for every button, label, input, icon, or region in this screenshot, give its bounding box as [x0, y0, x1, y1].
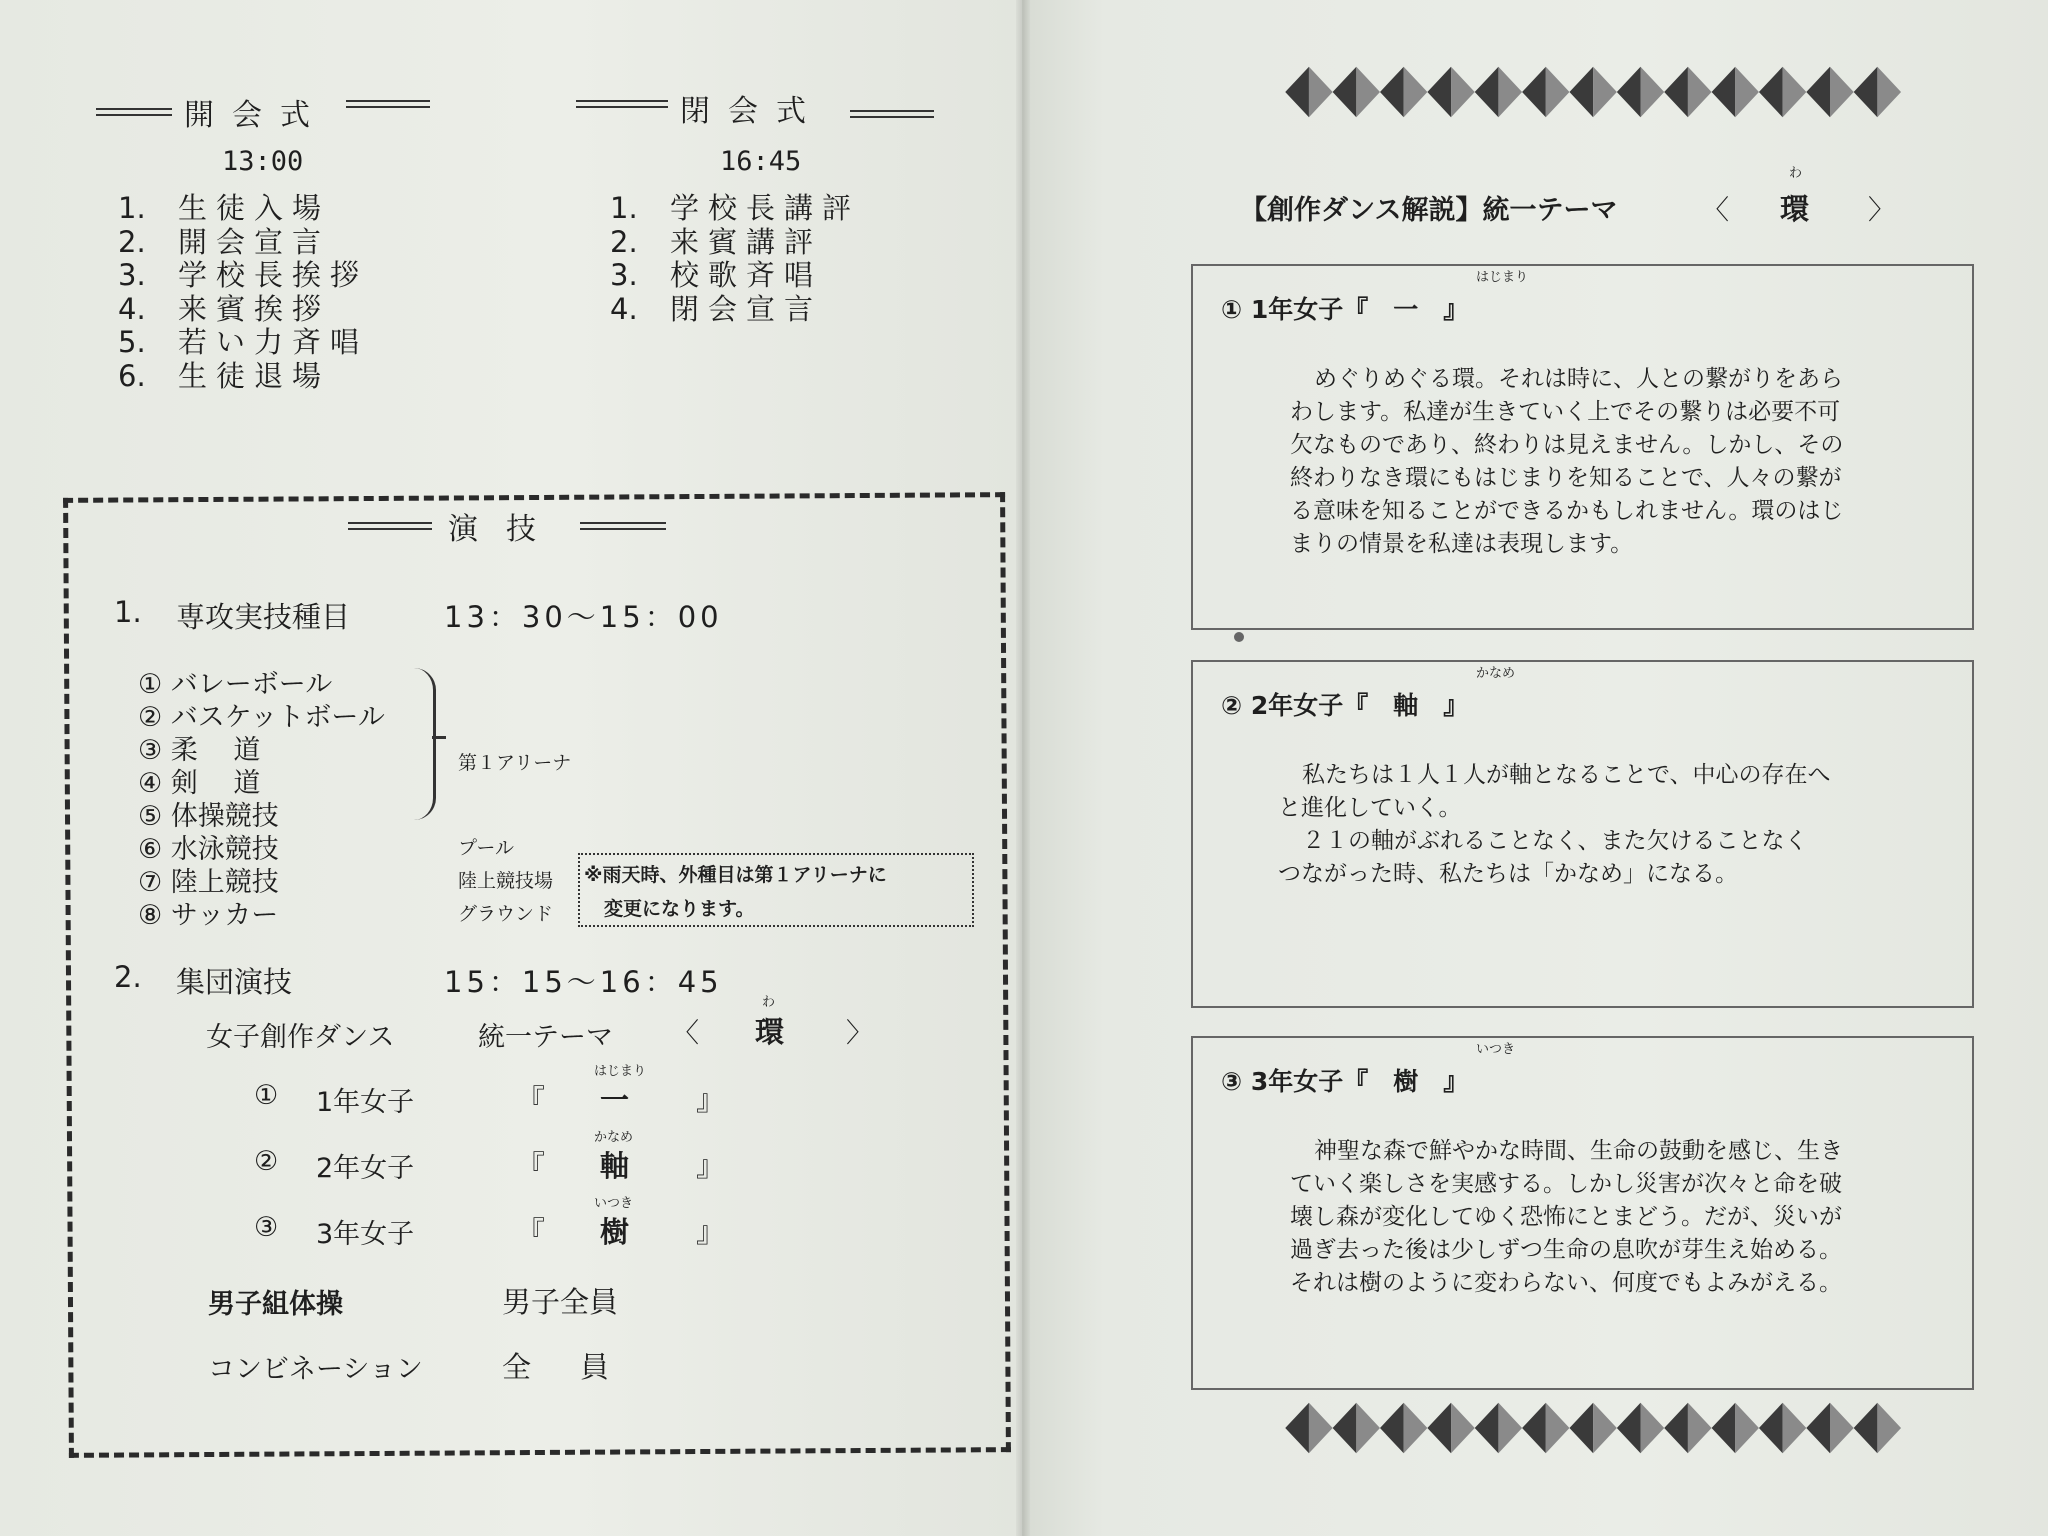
- arena-brace: [405, 668, 436, 820]
- program-item-text: 開会宣言: [178, 224, 331, 259]
- program-item: [610, 226, 860, 260]
- combination-label: コンビネーション: [208, 1354, 423, 1385]
- combination-value: 全 員: [502, 1350, 620, 1384]
- panel-body-line: 過ぎ去った後は少しずつ生命の息吹が芽生え始める。: [1290, 1237, 1842, 1263]
- border-triangle-dark: [1664, 1403, 1688, 1454]
- border-triangle-dark: [1664, 67, 1688, 118]
- border-triangle-light: [1546, 67, 1570, 118]
- program-item-text: 来賓挨拶: [178, 291, 331, 326]
- program-item: [118, 226, 368, 260]
- section1-number: 1.: [114, 595, 142, 629]
- border-triangle-light: [1688, 67, 1712, 118]
- border-triangle-dark: [1427, 1403, 1451, 1454]
- border-triangle-dark: [1569, 67, 1593, 118]
- rain-note-line1: ※雨天時、外種目は第１アリーナに: [584, 864, 887, 886]
- border-triangle-light: [1309, 1403, 1333, 1454]
- heading-rule: [96, 108, 172, 116]
- border-triangle-dark: [1759, 67, 1783, 118]
- theme-kanji: 環: [755, 1015, 785, 1049]
- commentary-ruby: わ: [1789, 166, 1803, 181]
- event-item: ④ 剣 道: [138, 768, 261, 799]
- panel-body-line: つながった時、私たちは「かなめ」になる。: [1278, 861, 1738, 887]
- event-item: ① バレーボール: [138, 669, 333, 700]
- opening-heading: 開会式: [184, 98, 328, 133]
- program-item: [118, 326, 368, 360]
- program-item-text: 閉会宣言: [670, 291, 823, 326]
- event-item: ③ 柔 道: [138, 735, 261, 766]
- program-item-number: 3.: [610, 258, 638, 292]
- panel-title: ② 2年女子『 軸 』: [1221, 691, 1469, 720]
- panel-body-line: 終わりなき環にもはじまりを知ることで、人々の繋が: [1290, 465, 1842, 491]
- heading-rule: [346, 100, 430, 108]
- border-triangle-dark: [1380, 1403, 1404, 1454]
- border-triangle-light: [1593, 1403, 1617, 1454]
- program-item-text: 若い力斉唱: [178, 325, 369, 359]
- border-triangle-light: [1498, 67, 1522, 118]
- panel-body-line: 神聖な森で鮮やかな時間、生命の鼓動を感じ、生き: [1314, 1138, 1843, 1164]
- program-item-text: 学校長講評: [670, 191, 861, 225]
- panel-title-ruby: はじまり: [1476, 270, 1529, 285]
- event-item: ⑥ 水泳競技: [138, 834, 279, 865]
- panel-body-line: めぐりめぐる環。それは時に、人との繋がりをあら: [1314, 366, 1843, 392]
- section2-title: 集団演技: [176, 965, 293, 999]
- program-item-text: 来賓講評: [670, 224, 823, 259]
- panel-body-line: わします。私達が生きていく上でその繋りは必要不可: [1290, 399, 1841, 425]
- border-triangle-light: [1404, 1403, 1428, 1454]
- program-item-number: 3.: [118, 258, 146, 292]
- arena-label: 第１アリーナ: [458, 752, 572, 774]
- panel-body-line: ていく楽しさを実感する。しかし災害が次々と命を破: [1290, 1171, 1842, 1197]
- border-triangle-dark: [1380, 67, 1404, 118]
- arena-brace-tip: [432, 736, 446, 739]
- event-venue: 陸上競技場: [458, 870, 554, 892]
- panel-body-line: まりの情景を私達は表現します。: [1290, 531, 1634, 557]
- border-triangle-light: [1641, 1403, 1665, 1454]
- commentary-header: 【創作ダンス解説】統一テーマ: [1240, 195, 1618, 226]
- heading-rule: [348, 522, 432, 530]
- program-item-text: 生徒入場: [178, 191, 331, 225]
- border-triangle-dark: [1475, 67, 1499, 118]
- class-number: ②: [254, 1146, 279, 1177]
- border-triangle-light: [1641, 67, 1665, 118]
- panel-body-line: と進化していく。: [1278, 795, 1462, 821]
- theme-label: 統一テーマ: [478, 1022, 613, 1053]
- border-triangle-light: [1593, 67, 1617, 118]
- section2-number: 2.: [114, 960, 142, 994]
- commentary-open-bracket: 〈: [1702, 195, 1729, 226]
- program-item-number: 6.: [118, 358, 146, 393]
- border-triangle-dark: [1712, 1403, 1736, 1454]
- border-triangle-dark: [1333, 1403, 1357, 1454]
- border-triangle-light: [1356, 1403, 1380, 1454]
- border-triangle-dark: [1333, 67, 1357, 118]
- dance-label: 女子創作ダンス: [206, 1022, 395, 1053]
- border-triangle-dark: [1522, 67, 1546, 118]
- program-item-number: 2.: [118, 224, 146, 259]
- commentary-close-bracket: 〉: [1868, 195, 1895, 226]
- event-item: ⑤ 体操競技: [138, 801, 279, 832]
- opening-time: 13:00: [222, 146, 304, 177]
- class-grade: 1年女子: [316, 1087, 415, 1118]
- border-triangle-dark: [1712, 67, 1736, 118]
- program-item-text: 生徒退場: [178, 358, 331, 393]
- theme-ruby: わ: [762, 995, 776, 1010]
- boys-label: 男子組体操: [208, 1289, 343, 1320]
- paper-speck: [1234, 632, 1244, 642]
- class-close-bracket: 』: [696, 1083, 726, 1117]
- border-triangle-dark: [1617, 67, 1641, 118]
- program-item: [610, 293, 860, 327]
- performance-heading: 演技: [448, 512, 564, 547]
- border-triangle-dark: [1759, 1403, 1783, 1454]
- program-item-number: 1.: [118, 191, 146, 225]
- class-title-ruby: かなめ: [594, 1130, 634, 1145]
- panel-body-line: 欠なものであり、終わりは見えません。しかし、その: [1290, 432, 1844, 458]
- program-item: [118, 293, 368, 327]
- border-triangle-dark: [1475, 1403, 1499, 1454]
- border-triangle-light: [1783, 1403, 1807, 1454]
- program-item: [610, 192, 860, 226]
- event-item: ⑧ サッカー: [138, 900, 279, 931]
- theme-open-bracket: 〈: [672, 1018, 699, 1049]
- program-item: [118, 192, 368, 226]
- diamond-border-bottom: [1200, 1398, 1980, 1458]
- border-triangle-dark: [1806, 67, 1830, 118]
- class-title: 樹: [600, 1215, 630, 1249]
- class-close-bracket: 』: [696, 1215, 726, 1249]
- class-open-bracket: 『: [516, 1149, 546, 1183]
- class-number: ①: [254, 1080, 279, 1111]
- panel-body-line: 壊し森が変化してゆく恐怖にとまどう。だが、災いが: [1290, 1204, 1842, 1230]
- class-open-bracket: 『: [516, 1083, 546, 1117]
- class-grade: 3年女子: [316, 1219, 415, 1250]
- class-title: 一: [600, 1083, 630, 1117]
- class-title: 軸: [600, 1149, 630, 1183]
- opening-program-list: [118, 192, 368, 393]
- border-triangle-light: [1451, 67, 1475, 118]
- class-open-bracket: 『: [516, 1215, 546, 1249]
- panel-title-ruby: いつき: [1476, 1042, 1516, 1057]
- class-grade: 2年女子: [316, 1153, 415, 1184]
- class-close-bracket: 』: [696, 1149, 726, 1183]
- heading-rule: [580, 522, 666, 530]
- boys-value: 男子全員: [502, 1285, 619, 1319]
- page-fold: [1016, 0, 1030, 1536]
- rain-note-line2: 変更になります。: [604, 898, 755, 920]
- program-item-text: 学校長挨拶: [178, 258, 369, 292]
- heading-rule: [850, 110, 934, 118]
- panel-title: ① 1年女子『 一 』: [1221, 295, 1469, 324]
- border-triangle-light: [1688, 1403, 1712, 1454]
- border-triangle-dark: [1617, 1403, 1641, 1454]
- border-triangle-dark: [1285, 67, 1309, 118]
- program-item: [118, 259, 368, 293]
- border-triangle-light: [1735, 67, 1759, 118]
- panel-body-line: 私たちは１人１人が軸となることで、中心の存在へ: [1302, 762, 1831, 788]
- closing-heading: 閉会式: [680, 94, 824, 129]
- closing-time: 16:45: [720, 146, 802, 177]
- program-item-text: 校歌斉唱: [670, 258, 823, 292]
- event-item: ⑦ 陸上競技: [138, 867, 279, 898]
- program-item: [610, 259, 860, 293]
- border-triangle-light: [1830, 67, 1854, 118]
- diamond-border-top: [1200, 62, 1980, 122]
- program-item-number: 4.: [610, 291, 638, 326]
- program-item-number: 2.: [610, 224, 638, 259]
- border-triangle-light: [1877, 1403, 1901, 1454]
- border-triangle-light: [1546, 1403, 1570, 1454]
- border-triangle-dark: [1522, 1403, 1546, 1454]
- panel-body-line: る意味を知ることができるかもしれません。環のはじ: [1290, 498, 1844, 524]
- section1-time: 13：30～15：00: [444, 600, 723, 634]
- border-triangle-light: [1498, 1403, 1522, 1454]
- border-triangle-light: [1830, 1403, 1854, 1454]
- section2-time: 15：15～16：45: [444, 965, 723, 999]
- border-triangle-light: [1783, 67, 1807, 118]
- border-triangle-dark: [1427, 67, 1451, 118]
- event-venue: プール: [458, 837, 515, 859]
- class-number: ③: [254, 1212, 279, 1243]
- border-triangle-light: [1309, 67, 1333, 118]
- border-triangle-dark: [1854, 1403, 1878, 1454]
- panel-title-ruby: かなめ: [1476, 666, 1516, 681]
- border-triangle-light: [1877, 67, 1901, 118]
- closing-program-list: [610, 192, 860, 326]
- program-item: [118, 360, 368, 394]
- commentary-theme: 環: [1780, 192, 1810, 226]
- event-item: ② バスケットボール: [138, 702, 385, 733]
- program-item-number: 1.: [610, 191, 638, 225]
- panel-body-line: ２１の軸がぶれることなく、また欠けることなく: [1302, 828, 1808, 854]
- border-triangle-dark: [1285, 1403, 1309, 1454]
- border-triangle-dark: [1569, 1403, 1593, 1454]
- border-triangle-dark: [1854, 67, 1878, 118]
- class-title-ruby: いつき: [594, 1196, 634, 1211]
- border-triangle-light: [1735, 1403, 1759, 1454]
- border-triangle-light: [1356, 67, 1380, 118]
- event-venue: グラウンド: [458, 903, 554, 925]
- border-triangle-dark: [1806, 1403, 1830, 1454]
- panel-body-line: それは樹のように変わらない、何度でもよみがえる。: [1290, 1270, 1842, 1296]
- section1-title: 専攻実技種目: [176, 600, 351, 634]
- theme-close-bracket: 〉: [846, 1018, 873, 1049]
- heading-rule: [576, 100, 668, 108]
- program-item-number: 4.: [118, 291, 146, 326]
- program-item-number: 5.: [118, 325, 146, 359]
- class-title-ruby: はじまり: [594, 1064, 647, 1079]
- border-triangle-light: [1404, 67, 1428, 118]
- border-triangle-light: [1451, 1403, 1475, 1454]
- panel-title: ③ 3年女子『 樹 』: [1221, 1067, 1469, 1096]
